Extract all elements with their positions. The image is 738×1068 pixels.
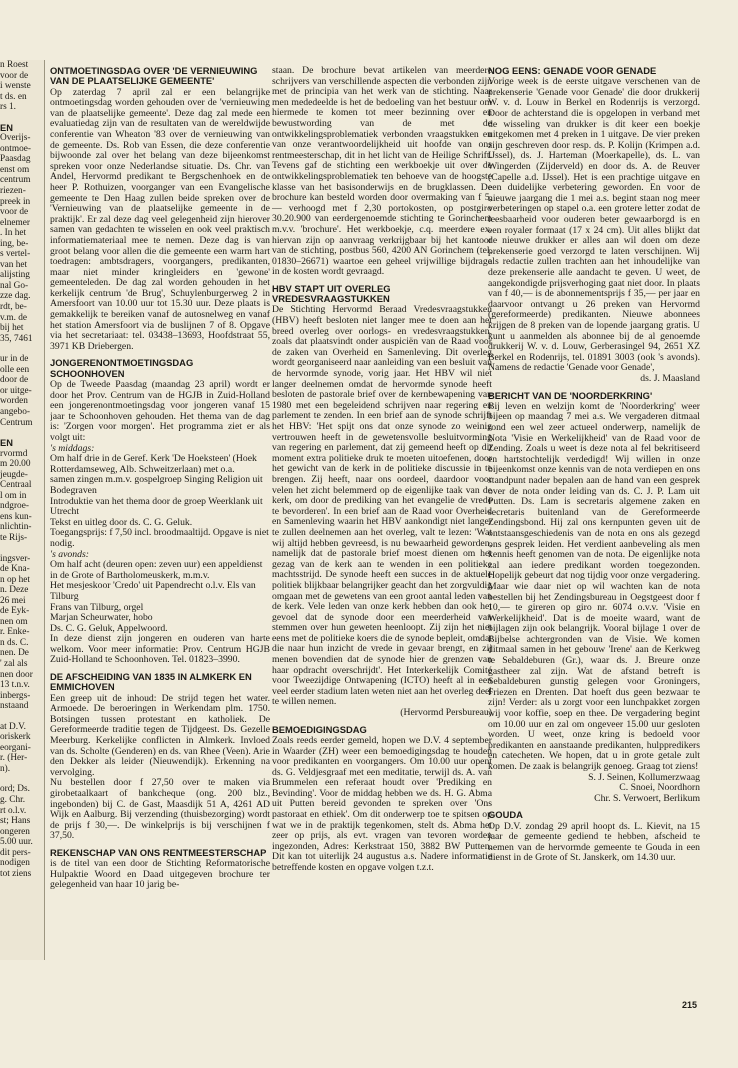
strip-line: de Eyk- [0, 606, 30, 617]
adjacent-page-margin-strip [0, 60, 45, 960]
article-heading: NOG EENS: GENADE VOOR GENADE [488, 66, 657, 76]
article-paragraph: Nu bestellen door f 27,50 over te maken via girobetaalkaart of bankcheque (ong. 200 blz., ingebonden) bij C. de Gast, Maasdijk 51 A, 4261 AD Wijk en Aalburg. Bij verzending (thuisbezorging) wordt de prijs f 30,—. De winkelprijs is bij verschijnen f 37,50. [50, 777, 270, 842]
program-line: Het mesjeskoor 'Credo' uit Papendrecht o.l.v. Els van Tilburg [50, 580, 256, 602]
strip-line: m 20.00 [0, 459, 31, 470]
program-line: samen zingen m.m.v. gospelgroep Singing Religion uit Bodegraven [50, 474, 263, 496]
strip-gap [0, 712, 44, 722]
column-3 [488, 66, 700, 961]
strip-line: centrum [0, 175, 31, 186]
article-heading: BERICHT VAN DE 'NOORDERKRING' [488, 389, 653, 401]
article-paragraph: Op D.V. zondag 29 april hoopt ds. L. Kievit, na 15 jaar de gemeente gediend te hebben, afscheid te nemen van de hervormde gemeente te Gouda in een dienst in de Grote of St. Janskerk, om 14.30 uur. [488, 820, 700, 864]
strip-line: rt o.l.v. [0, 805, 27, 816]
strip-line: Centraal [0, 480, 32, 491]
article-paragraph: Zoals reeds eerder gemeld, hopen we D.V. 4 september in Waarder (ZH) weer een bemoedigingsdag te houden voor predikanten en voorgangers. Om 10.00 uur opent ds. G. Veldjesgraaf met een meditatie, terwijl ds. A. van Brummelen een referaat houdt over 'Prediking en Bevinding'. Voor de middag hebben we ds. H. G. Abma uit Putten bereid gevonden te spreken over 'Ons pastoraat en ethiek'. Om dit onderwerp toe te spitsen op wat we in de praktijk tegenkomen, stelt ds. Abma het zeer op prijs, als evt. vragen van tevoren worden ingezonden, Adres: Kerkstraat 150, 3882 BW Putten. Dit kan tot uiterlijk 24 augustus a.s. Nadere informatie betreffende kosten en opgave volgen t.z.t. [272, 734, 492, 874]
strip-line: eorgani- [0, 742, 31, 753]
strip-gap [0, 113, 44, 123]
strip-line: ingsver- [0, 553, 31, 564]
strip-line: at D.V. [0, 721, 26, 732]
article-paragraph: In deze dienst zijn jongeren en ouderen van harte welkom. Voor meer informatie: Prov. Centrum HGJB Zuid-Holland te Schoonhoven. Tel. 01823–3990. [50, 633, 270, 666]
strip-line: voor de [0, 207, 29, 218]
strip-line: Centrum [0, 417, 33, 428]
article-paragraph: Een greep uit de inhoud: De strijd tegen het water. Armoede. De beroeringen in Werkendam plm. 1750. Botsingen tussen protestant en katholiek. De Gereformeerde traditie tegen de Tijdgeest. Ds. Gezelle Meerburg. Kerkelijke conflicten in Almkerk. Invloed van ds. Scholte (Genderen) en ds. van Rhee (Veen). Arie den Dekker als leider (Nieuwendijk). Erkenning na vervolging. [50, 692, 270, 778]
program-line: Toegangsprijs: f 7,50 incl. broodmaaltijd. Opgave is niet nodig. [50, 527, 269, 549]
strip-line: n Roest [0, 60, 29, 70]
strip-line: st; Hans [0, 816, 31, 827]
strip-line: ' zal als [0, 658, 28, 669]
strip-line: nen om [0, 616, 28, 627]
strip-gap [0, 428, 44, 438]
strip-line: angebo- [0, 406, 30, 417]
strip-line: olle een [0, 364, 30, 375]
article-heading: DE AFSCHEIDING VAN 1835 IN ALMKERK EN EMMICHOVEN [50, 671, 252, 693]
strip-line: nstaand [0, 701, 29, 712]
strip-line: r. (Her- [0, 753, 28, 764]
strip-line: ing, be- [0, 238, 29, 249]
strip-line: ndgroe- [0, 501, 29, 512]
strip-gap [0, 344, 44, 354]
strip-line: rs 1. [0, 102, 17, 113]
article-paragraph: Op de Tweede Paasdag (maandag 23 april) wordt er door het Prov. Centrum van de HGJB in Zuid-Holland een jongerenontmoetingsdag voor jongeren vanaf 15 jaar te Schoonhoven gehouden. Het thema van de dag is: 'Zorgen voor morgen'. Het programma ziet er als volgt uit: [50, 379, 270, 443]
strip-line: zze dag. [0, 291, 31, 302]
strip-line: door de [0, 375, 29, 386]
strip-line: van het [0, 259, 28, 270]
strip-line: worden [0, 396, 28, 407]
program-line: Om half acht (deuren open: zeven uur) een appeldienst in de Grote of Bartholomeuskerk, m.m.v. [50, 559, 263, 581]
strip-line: nen. De [0, 648, 29, 659]
article-paragraph: Bij leven en welzijn komt de 'Noorderkring' weer bijeen op maandag 7 mei a.s. We vergaderen ditmaal rond een wel zeer actueel onderwerp, namelijk de Nota 'Visie en Werkelijkheid' van de Raad voor de Zending. Zoals u weet is deze nota al fel bekritiseerd en hartstochtelijk verdedigd! Wij willen in onze bijeenkomst onze kennis van de nota verdiepen en ons standpunt nader bepalen aan de hand van een gesprek over de nota onder leiding van ds. C. J. P. Lam uit Putten. Ds. Lam is secretaris algemene zaken en secretaris buitenland van de Gereformeerde Zendingsbond. Hij zal ons kernpunten geven uit de ontstaansgeschiedenis van de nota en ons als gezegd ons gesprek leiden. Het verdient aanbeveling als men kennis heeft genomen van de nota. De eigenlijke nota zal aan iedere predikant worden toegezonden. Hopelijk gebeurt dat nog tijdig voor onze vergadering. Maar wie daar niet op wil wachten kan de nota bestellen bij het Zendingsbureau in Oegstgeest door f 10,— te gireren op giro nr. 6074 o.v.v. 'Visie en Werkelijkheid'. Dat is de moeite waard, want de bijlagen zijn ook belangrijk. Vooral bijlage 1 over de Bijbelse achtergronden van de Visie. We komen ditmaal samen in het gebouw 'Irene' aan de Kerkweg te Sebaldeburen (Gr.), waar ds. J. Breure onze gastheer zal zijn. Wat de afstand betreft is Sebaldeburen gunstig gelegen voor Groningers, Friezen en Drenten. Dat hoeft dus geen bezwaar te zijn! Verder: als u zorgt voor een lunchpakket zorgen wij voor koffie, soep en thee. De vergadering begint om 10.00 uur en zal om ongeveer 15.00 uur gesloten worden. U weet, onze kring is bedoeld voor predikanten en aanstaande predikanten, hulppredikers en catecheten. We hopen, dat u in grote getale zult komen. De zaak is belangrijk genoeg. Graag tot ziens! [488, 400, 700, 772]
signature-line: C. Snoei, Noordhorn [619, 782, 700, 794]
signature-block [488, 773, 700, 805]
strip-line: inbergs- [0, 690, 31, 701]
program-line: Om half drie in de Geref. Kerk 'De Hoeksteen' (Hoek Rotterdamseweg, Alb. Schweitzerlaan) met o.a. [50, 453, 257, 475]
strip-line: ongeren [0, 826, 30, 837]
strip-line: ur in de [0, 354, 29, 365]
strip-line: riezen- [0, 186, 26, 197]
strip-line: s vertel- [0, 249, 31, 260]
strip-line: rvormd [0, 448, 28, 459]
strip-line: Paasdag [0, 154, 31, 165]
strip-line: n ds. C. [0, 637, 29, 648]
article-heading: GOUDA [488, 809, 523, 821]
article-heading: JONGERENONTMOETINGSDAG SCHOONHOVEN [50, 357, 194, 379]
strip-line: r. Enke- [0, 627, 30, 638]
strip-line: ord; Ds. [0, 784, 30, 795]
strip-line: n. Deze [0, 585, 29, 596]
article-paragraph: De Stichting Hervormd Beraad Vredesvraagstukken (HBV) heeft besloten niet langer mee te doen aan het breed overleg over oorlogs- en vredesvraagstukken, zoals dat plaatsvindt onder auspiciën van de Raad voor de zaken van Overheid en Samenleving. Dit overleg wordt georganiseerd naar aanleiding van een besluit van de hervormde synode, vorig jaar. Het HBV wil niet langer deelnemen omdat de hervormde synode heeft besloten de pastorale brief over de kernbewapening van 1980 met een begeleidend schrijven naar regering en parlement te zenden. In een brief aan de synode schrijft het HBV: 'Het spijt ons dat onze synode zo weinig vertrouwen heeft in de gewetensvolle besluitvorming van regering en parlement, dat zij gemeend heeft op dit moment extra politieke druk te moeten uitoefenen, door het gewicht van de kerk in de politieke discussie in te brengen. Zij heeft, naar ons oordeel, daardoor voor velen het zicht belemmerd op de eigenlijke taak van de kerk, om door de prediking van het evangelie de vrede te bevorderen'. In een brief aan de Raad voor Overheid en Samenleving waarin het HBV aankondigt niet langer te zullen deelnemen aan het overleg, valt te lezen: 'Wat wij altijd hebben gevreesd, is nu bewaarheid geworden, namelijk dat de pastorale brief moest dienen om het gezag van de kerk aan te wenden in een politieke machtsstrijd. De synode heeft een succes in de aktuele politiek blijkbaar belangrijker geacht dan het zorgvuldig omgaan met de gewetens van een groot aantal leden van de kerk. Vele leden van onze kerk hebben dan ook het gevoel dat de synode door een meerderheid van stemmen over hun geweten heenloopt. Zij zijn het niet eens met de politieke koers die de synode bepleit, omdat die naar hun inzicht de vrede in gevaar brengt, en zij menen bovendien dat de synode hier de grenzen van haar opdracht overschrijdt'. Het Interkerkelijk Comité voor Tweezijdige Ontwapening (ICTO) heeft al in een veel eerder stadium laten weten niet aan het overleg deel te willen nemen. [272, 304, 492, 708]
program-line: Marjan Scheurwater, hobo [50, 612, 153, 624]
strip-line: te Rijs- [0, 532, 28, 543]
strip-line: elnemer [0, 217, 30, 228]
strip-line: nlichtin- [0, 522, 32, 533]
strip-line: nal Go- [0, 280, 29, 291]
program-subheading: 's middags: [50, 442, 95, 454]
strip-line: 35, 7461 [0, 333, 33, 344]
article-signature: ds. J. Maasland [640, 372, 700, 384]
strip-line: nodigen [0, 858, 30, 869]
signature-line: Chr. S. Verwoert, Berlikum [594, 792, 700, 804]
column-1 [50, 66, 270, 961]
article-paragraph: is de titel van een door de Stichting Reformatorische Hulpaktie Woord en Daad uitgegeven brochure ter gelegenheid van haar 10 jarig be- [50, 858, 270, 891]
strip-line: oriskerk [0, 732, 31, 743]
article-paragraph: staan. De brochure bevat artikelen van meerdere schrijvers van verschillende aspecten die verbonden zijn met de principia van het werk van de stichting. Naar men mededeelde is het de bedoeling van het bestuur om hiermede te komen tot meer bezinning over en bewustwording van de met de ontwikkelingsproblematiek verbonden vraagstukken en van onze verantwoordelijkheid uit hoofde van ons rentmeesterschap, dit in het licht van de Heilige Schrift. Tevens gaf de stichting een werkboekje uit over de ontwikkelingsproblematiek ten behoeve van de hoogste klasse van het basisonderwijs en de brugklassen. De brochure kan besteld worden door overmaking van f 5,— verhoogd met f 2,30 portokosten, op postgiro 30.20.900 van eerdergenoemde stichting te Gorinchem m.v.v. 'brochure'. Het werkboekje, c.q. meerdere ex. hiervan zijn op aanvraag verkrijgbaar bij het kantoor van de stichting, postbus 560, 4200 AN Gorinchem (tel. 01830–26671) waartoe een geheel vrijwillige bijdrage in de kosten wordt gevraagd. [272, 66, 492, 278]
strip-line: nen door [0, 669, 33, 680]
strip-line: i wenste [0, 81, 31, 92]
strip-line: enst om [0, 164, 30, 175]
article-heading: BEMOEDIGINGSDAG [272, 723, 367, 735]
program-subheading: 's avonds: [50, 548, 89, 560]
strip-line: 13 t.n.v. [0, 680, 30, 691]
strip-line: Overijs- [0, 133, 31, 144]
strip-line: ens kun- [0, 511, 32, 522]
strip-line: tot ziens [0, 868, 32, 879]
strip-line: rdt, be- [0, 302, 27, 313]
strip-line: jeugde- [0, 469, 28, 480]
article-heading: HBV STAPT UIT OVERLEG VREDESVRAAGSTUKKEN [272, 282, 391, 305]
strip-line: ontmoe- [0, 143, 31, 154]
strip-line: de Kna- [0, 564, 30, 575]
program-line: Ds. C. G. Geluk, Appelwoord. [50, 622, 168, 634]
column-2 [272, 66, 492, 961]
strip-line: . In het [0, 228, 27, 239]
strip-line: or uitge- [0, 385, 32, 396]
article-heading: ONTMOETINGSDAG OVER 'DE VERNIEUWING VAN DE PLAATSELIJKE GEMEENTE' [50, 66, 258, 87]
strip-gap [0, 774, 44, 784]
program-line: Introduktie van het thema door de groep Weerklank uit Utrecht [50, 495, 263, 518]
strip-line: n). [0, 763, 11, 774]
strip-line: 5.00 uur. [0, 837, 33, 848]
article-paragraph: Vorige week is de eerste uitgave verschenen van de prekenserie 'Genade voor Genade' die door drukkerij W. v. d. Louw in Berkel en Rodenrijs is verzorgd. Door de achterstand die is opgelopen in verband met de wisseling van drukker is dit keer een boekje uitgekomen met 4 preken in 1 uitgave. De vier preken zijn geschreven door resp. ds. P. Kolijn (Krimpen a.d. IJssel), ds. J. Harteman (Moerkapelle), ds. L. van Wingerden (Zijderveld) en door ds. A. de Reuver (Capelle a.d. IJssel). Het is een prachtige uitgave en een duidelijke verbetering geworden. En voor de nieuwe jaargang die 1 mei a.s. begint staan nog meer verbeteringen op stapel o.a. een grotere letter zodat de leesbaarheid voor ouderen beter gewaarborgd is en een royaler formaat (17 x 24 cm). Uit alles blijkt dat de nieuwe drukker er alles aan wil doen om deze prekenserie goed verzorgd te laten verschijnen. Wij als redactie zullen trachten aan het inhoudelijke van deze prekenserie alle aandacht te geven. U weet, de aangekondigde prijsverhoging gaat niet door. In plaats van f 40,— is de abonnementsprijs f 35,— per jaar en daarvoor ontvangt u 26 preken van Hervormd (gereformeerde) predikanten. Nieuwe abonnees krijgen de 8 preken van de lopende jaargang gratis. U kunt u aanmelden als abonnee bij de al genoemde drukkerij W. v. d. Louw, Gerberasingel 94, 2651 XZ Berkel en Rodenrijs, tel. 01891 3003 (ook 's avonds). Namens de redactie 'Genade voor Genade', [488, 76, 700, 374]
strip-line: l om in [0, 490, 27, 501]
strip-line: n op het [0, 574, 30, 585]
article-heading: REKENSCHAP VAN ONS RENTMEESTERSCHAP [50, 846, 267, 858]
strip-line: bij het [0, 323, 24, 334]
program-line: Frans van Tilburg, orgel [50, 601, 144, 613]
article-paragraph: Op zaterdag 7 april zal er een belangrijke ontmoetingsdag worden gehouden over de 'vernieuwing van de plaatselijke gemeente'. Deze dag zal mede een evaluatiedag zijn van de resultaten van de wereldwijde conferentie van Wheaton '83 over de vernieuwing van de gemeente. Ds. Rob van Essen, die deze conferentie bijwoonde zal over het belang van deze bijeenkomst spreken voor onze Nederlandse situatie. Ds. Chr. van Andel, Hervormd predikant te Bergschenhoek en de heer P. Rothuizen, voorganger van een Evangelische gemeente te Den Haag zullen beide spreken over de 'Vernieuwing van de plaatselijke gemeente in de praktijk'. Er zal deze dag veel gelegenheid zijn hierover samen van gedachten te wisselen en ook veel praktisch informatiemateriaal mee te nemen. Deze dag is van groot belang voor allen die die gemeente een warm hart toedragen: ambtsdragers, voorgangers, predikanten, maar niet minder kringleiders en 'gewone' gemeenteleden. De dag zal worden gehouden in het kerkelijk centrum 'de Brug', Schuylenburgerweg 2 in Amersfoort van 10.00 uur tot 15.30 uur. Deze plaats is gemakkelijk te bereiken vanaf de autosnelweg en vanaf het station Amersfoort via de buslijnen 7 of 8. Opgave via het secretariaat: tel. 03438–13693, Hoofdstraat 55, 3971 KB Driebergen. [50, 86, 270, 352]
strip-gap [0, 544, 44, 554]
strip-line: EN [0, 438, 13, 449]
strip-line: dit pers- [0, 847, 31, 858]
strip-line: voor de [0, 70, 29, 81]
strip-line: EN [0, 122, 13, 133]
strip-line: alijsting [0, 270, 30, 281]
strip-line: g. Chr. [0, 795, 26, 805]
strip-line: 26 mei [0, 595, 26, 606]
program-line: Tekst en uitleg door ds. C. G. Geluk. [50, 516, 193, 528]
article-signature: (Hervormd Persbureau) [400, 707, 492, 719]
signature-line: S. J. Seinen, Kollumerzwaag [588, 771, 700, 783]
strip-line: t ds. en [0, 91, 27, 102]
strip-line: preek in [0, 196, 31, 207]
strip-line: v.m. de [0, 312, 28, 323]
page-number: 215 [682, 1000, 698, 1010]
